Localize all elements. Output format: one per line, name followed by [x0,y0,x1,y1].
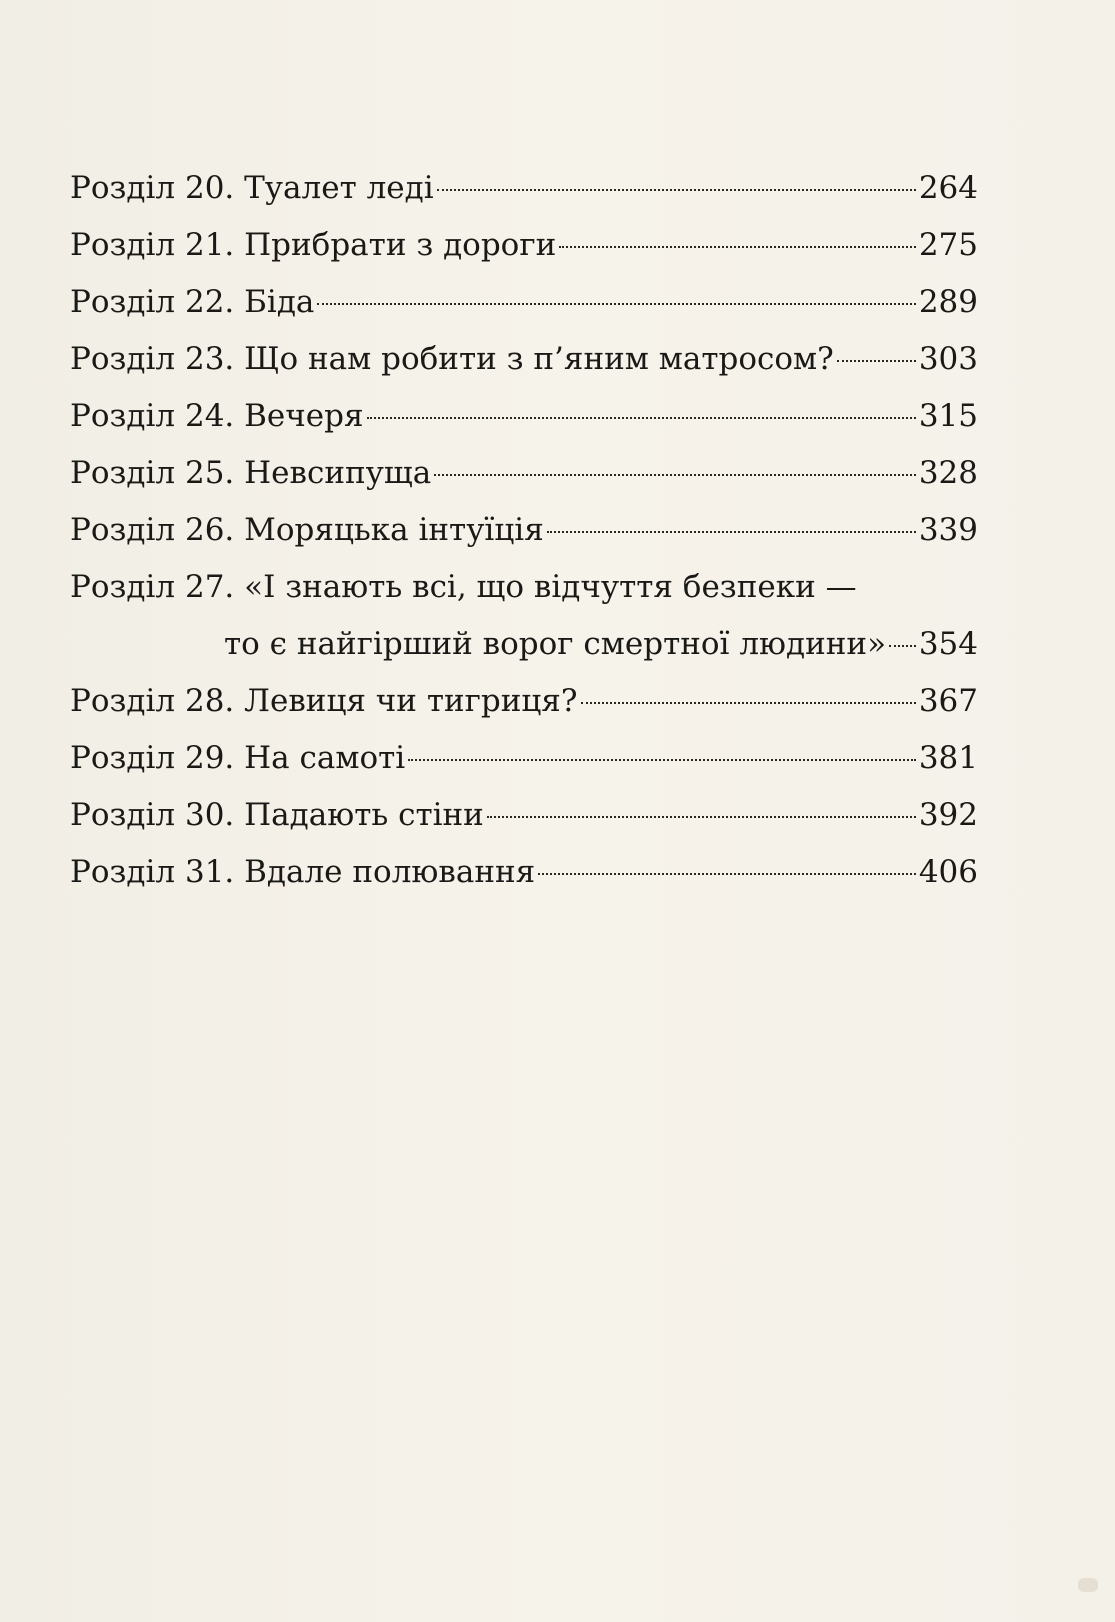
toc-entry-page: 315 [918,398,978,434]
toc-entry-page: 328 [918,455,978,491]
table-of-contents [70,160,978,901]
toc-entry-title: Розділ 25. Невсипуща [70,455,432,491]
dot-leader [581,702,916,704]
toc-entry [70,559,978,673]
toc-entry-title: Розділ 31. Вдале полювання [70,854,536,890]
toc-entry [70,730,978,787]
toc-entry [70,160,978,217]
toc-entry-title: Розділ 27. «І знають всі, що відчуття безпеки — [70,569,857,605]
toc-entry-page: 339 [918,512,978,548]
toc-entry [70,331,978,388]
toc-entry-title: Розділ 30. Падають стіни [70,797,484,833]
dot-leader [889,645,916,647]
toc-entry-page: 381 [918,740,978,776]
dot-leader [437,189,916,191]
toc-entry-page: 289 [918,284,978,320]
toc-entry [70,502,978,559]
dot-leader [408,759,916,761]
toc-entry-page: 392 [918,797,978,833]
toc-entry-page: 275 [918,227,978,263]
dot-leader [317,303,915,305]
toc-entry-page: 406 [918,854,978,890]
toc-entry-title: Розділ 20. Туалет леді [70,170,434,206]
toc-entry-title: Розділ 24. Вечеря [70,398,364,434]
dot-leader [367,417,916,419]
toc-entry-title: Розділ 26. Моряцька інтуїція [70,512,544,548]
toc-entry [70,445,978,502]
toc-entry [70,217,978,274]
toc-entry [70,388,978,445]
toc-entry-title: Розділ 22. Біда [70,284,315,320]
dot-leader [487,816,916,818]
dot-leader [434,474,916,476]
toc-entry-page: 354 [918,626,978,662]
toc-entry-page: 264 [918,170,978,206]
toc-entry-title: Розділ 28. Левиця чи тигриця? [70,683,578,719]
toc-entry [70,274,978,331]
dot-leader [538,873,916,875]
toc-entry [70,787,978,844]
toc-entry [70,673,978,730]
toc-entry-title: Розділ 21. Прибрати з дороги [70,227,557,263]
page-edge-mark [1078,1578,1098,1592]
dot-leader [547,531,916,533]
dot-leader [559,246,916,248]
toc-entry-title: Розділ 23. Що нам робити з п’яним матросом? [70,341,834,377]
dot-leader [837,360,916,362]
toc-entry-title-continuation: то є найгірший ворог смертної людини» [224,626,887,662]
toc-entry-page: 303 [918,341,978,377]
toc-entry-title: Розділ 29. На самоті [70,740,406,776]
toc-entry-page: 367 [918,683,978,719]
toc-entry [70,844,978,901]
